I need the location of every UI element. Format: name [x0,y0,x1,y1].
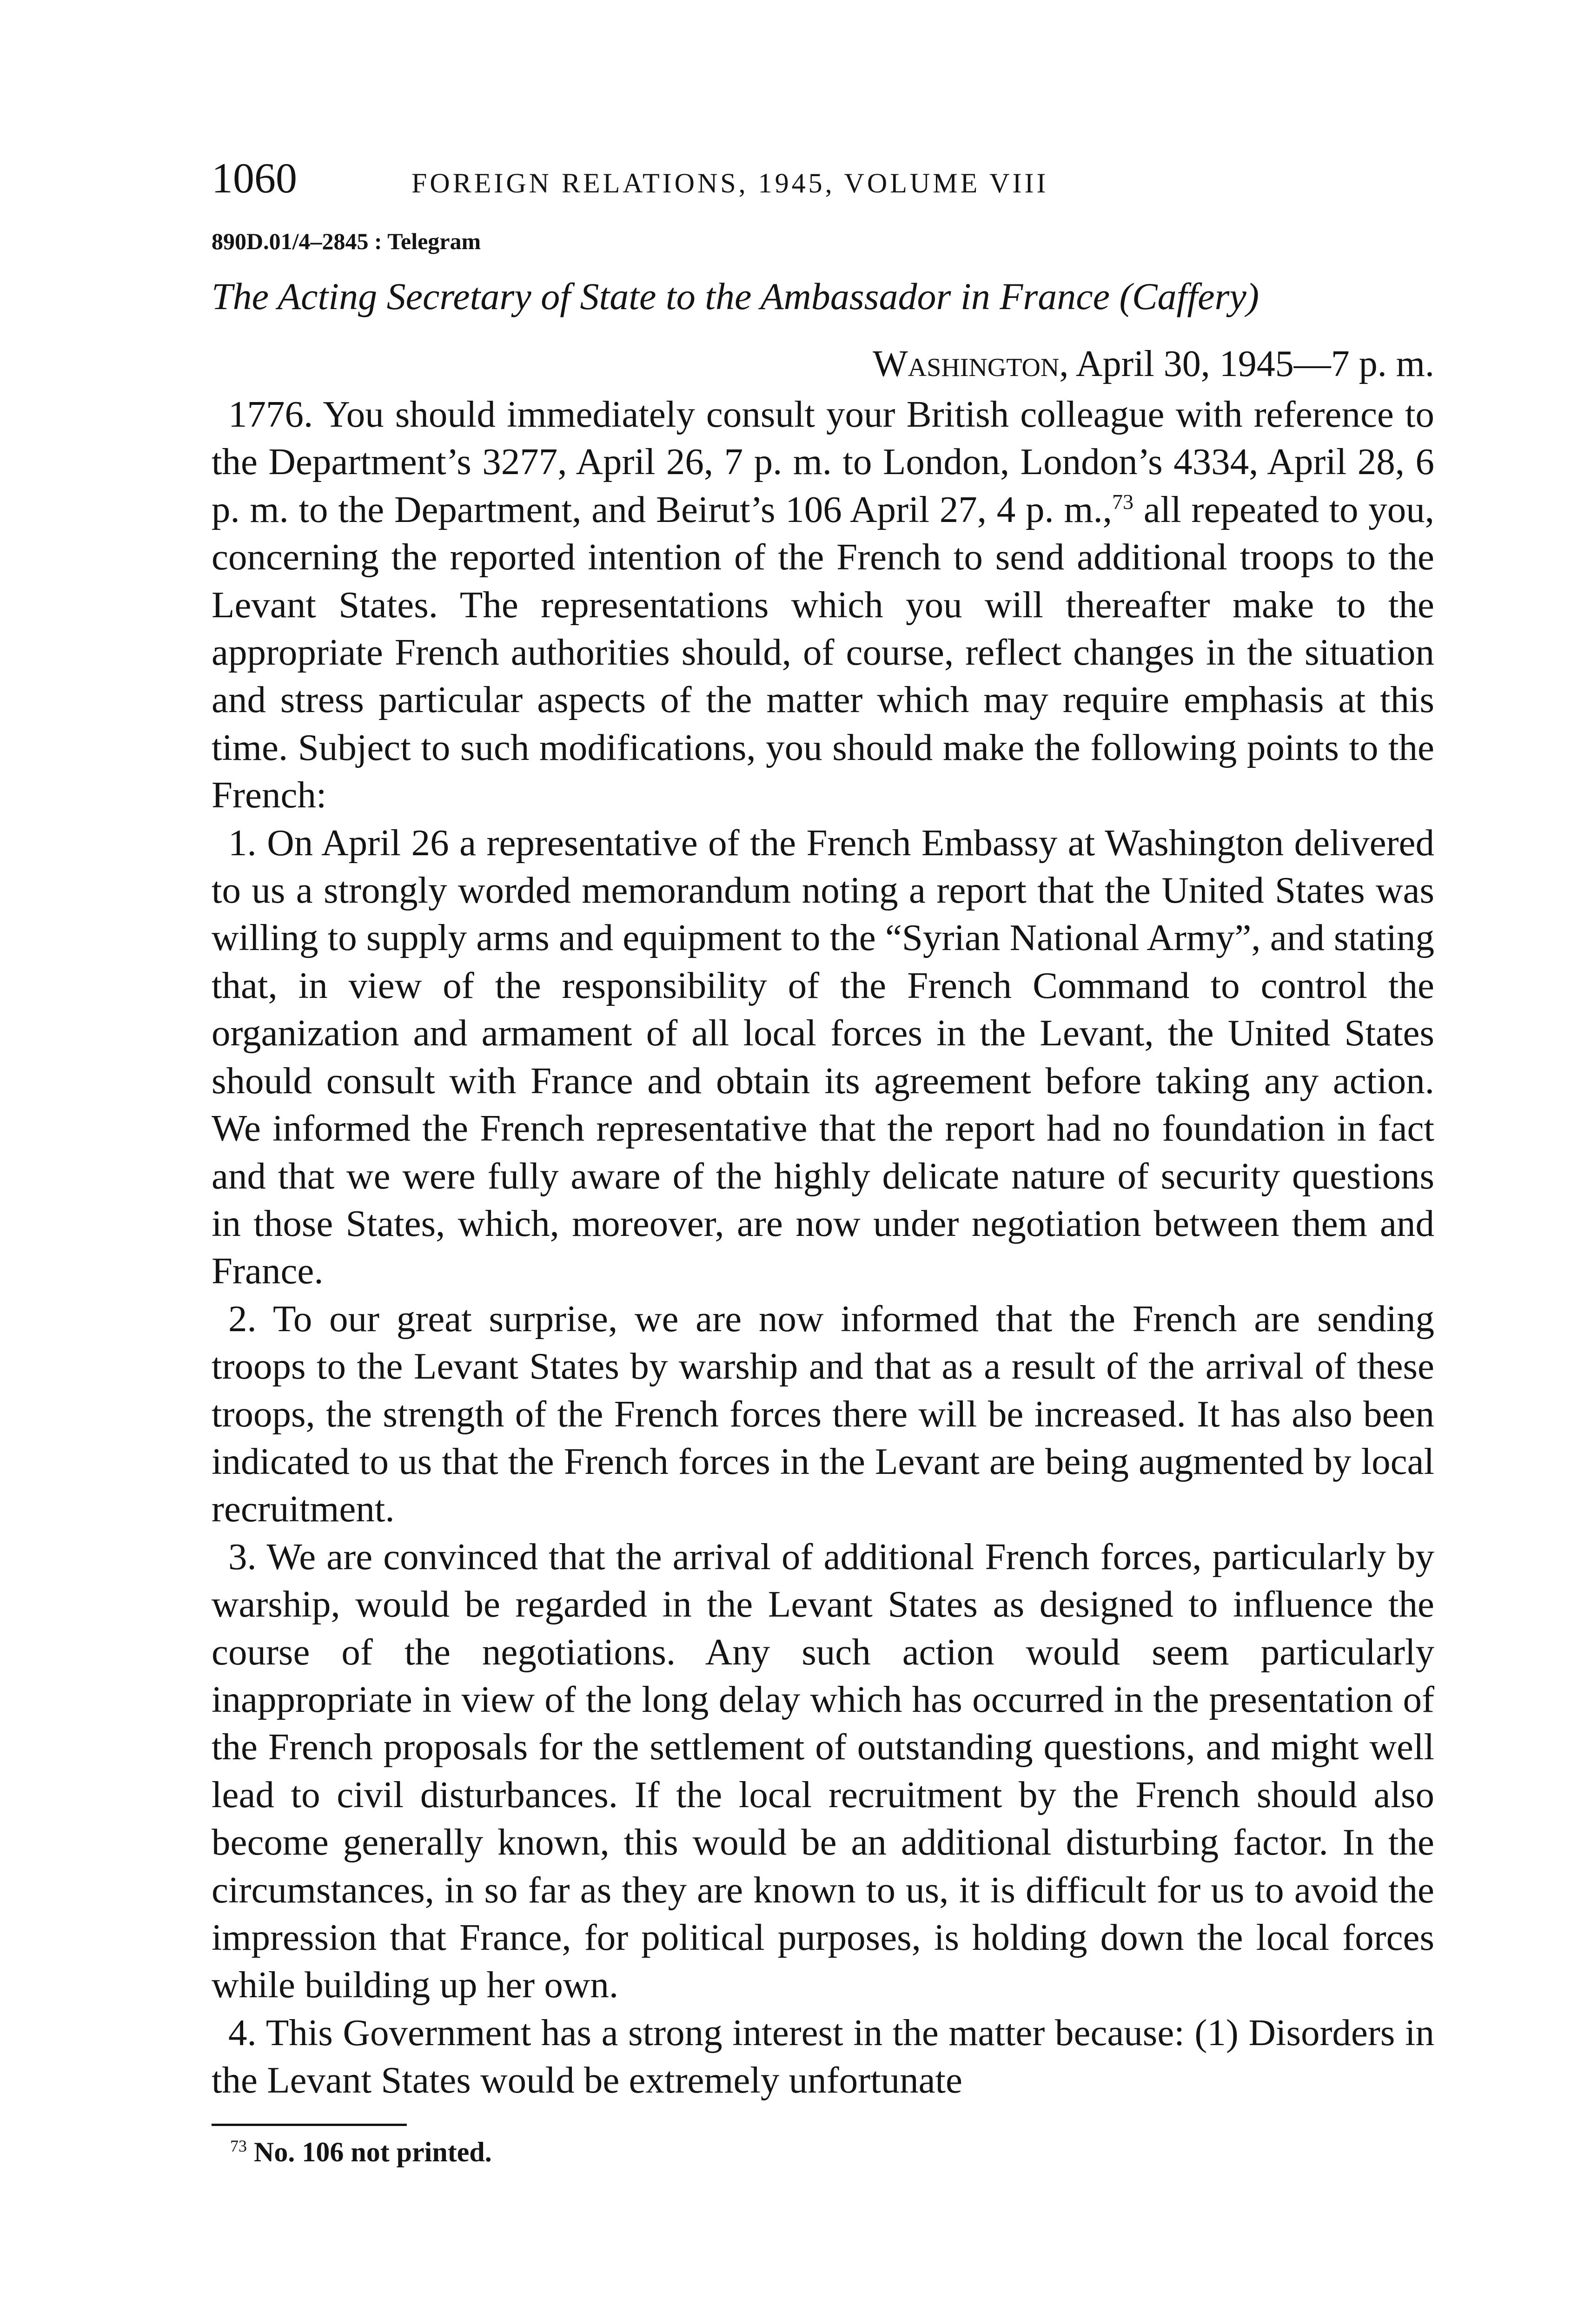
paragraph-intro [212,390,1434,819]
document-page [212,153,1434,2168]
dateline-place: Washington [873,343,1060,384]
dateline [212,340,1434,389]
paragraph-point-3: 3. We are convinced that the arrival of additional French forces, particularly by warship, would be regarded in the Levant States as designed to influence the course of the negotiations. Any such action would seem particularly inappropriate in view of the long delay which has occurred in the presentation of the French proposals for the settlement of outstanding questions, and might well lead to civil disturbances. If the local recruitment by the French should also become generally known, this would be an additional disturbing factor. In the circumstances, in so far as they are known to us, it is difficult for us to avoid the impression that France, for political purposes, is holding down the local forces while building up her own. [212,1535,1434,2006]
footnote-text: No. 106 not printed. [254,2136,492,2167]
paragraph-intro-text: 1776. You should immediately consult your British colleague with reference to the Department’s 3277, April 26, 7 p. m. to London, London’s 4334, April 28, 6 p. m. to the Department, and Beirut’s 106 April 27, 4 p. m., [212,393,1434,530]
running-title: FOREIGN RELATIONS, 1945, VOLUME VIII [411,168,1049,198]
paragraph-point-2: 2. To our great surprise, we are now informed that the French are sending troops to the Levant States by warship and that as a result of the arrival of these troops, the strength of the French forces there will be increased. It has also been indicated to us that the French forces in the Levant are being augmented by local recruitment. [212,1297,1434,1530]
paragraph-point-1: 1. On April 26 a representative of the French Embassy at Washington delivered to us a strongly worded memorandum noting a report that the United States was willing to supply arms and equipment to the “Syrian National Army”, and stating that, in view of the responsibility of the French Command to control the organization and armament of all local forces in the Levant, the United States should consult with France and obtain its agreement before taking any action. We informed the French representative that the report had no foundation in fact and that we were fully aware of the highly delicate nature of security questions in those States, which, moreover, are now under negotiation between them and France. [212,821,1434,1292]
paragraph-intro-continued: all repeated to you, concerning the reported intention of the French to send additional troops to the Levant States. The representations which you will thereafter make to the appropriate French authorities should, of course, reflect changes in the situation and stress particular aspects of the matter which may require emphasis at this time. Subject to such modifications, you should make the following points to the French: [212,488,1434,816]
document-heading: The Acting Secretary of State to the Ambassador in France (Caffery) [212,275,1259,317]
page-number: 1060 [212,154,297,202]
footnote-marker: 73 [230,2136,247,2155]
footnote-reference: 73 [1112,489,1134,514]
footnote-divider [212,2124,407,2126]
document-file-id: 890D.01/4–2845 : Telegram [212,228,481,254]
footnote [212,2136,1434,2168]
running-head [212,153,1434,205]
dateline-date: , April 30, 1945—7 p. m. [1059,343,1434,384]
paragraph-point-4: 4. This Government has a strong interest in the matter because: (1) Disorders in the Levant States would be extremely unfortunate [212,2011,1434,2101]
telegram-body [212,390,1434,2104]
